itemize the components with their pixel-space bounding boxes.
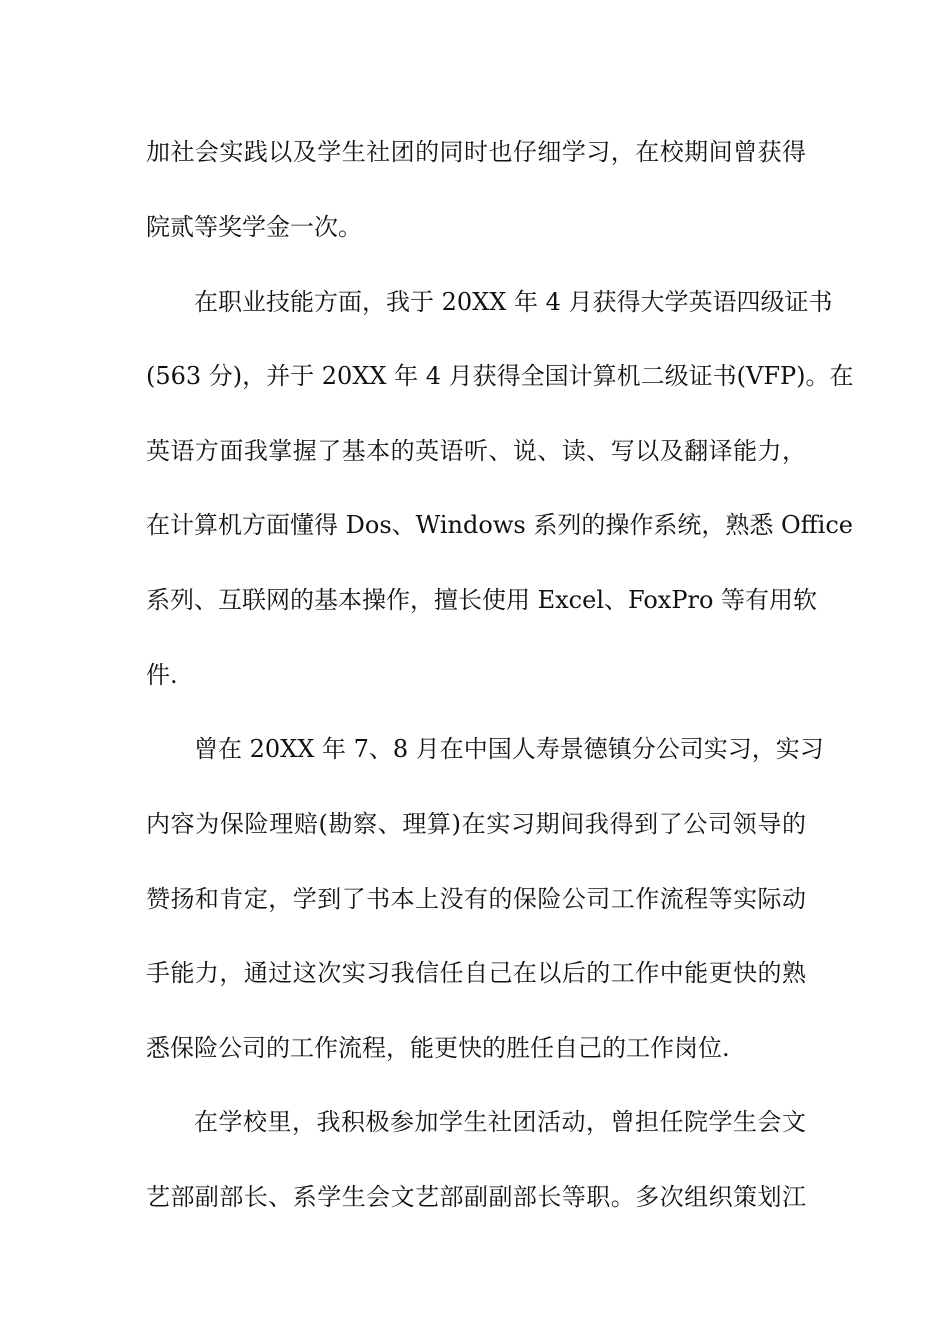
- paragraph-line: (563 分)，并于 20XX 年 4 月获得全国计算机二级证书(VFP)。在: [146, 362, 854, 390]
- paragraph-line: 在职业技能方面，我于 20XX 年 4 月获得大学英语四级证书: [194, 288, 833, 316]
- paragraph-line: 艺部副部长、系学生会文艺部副副部长等职。多次组织策划江: [146, 1183, 806, 1211]
- paragraph-line: 在学校里，我积极参加学生社团活动，曾担任院学生会文: [194, 1108, 806, 1136]
- paragraph-line: 内容为保险理赔(勘察、理算)在实习期间我得到了公司领导的: [146, 810, 806, 838]
- paragraph-line: 英语方面我掌握了基本的英语听、说、读、写以及翻译能力，: [146, 437, 806, 465]
- paragraph-line: 系列、互联网的基本操作，擅长使用 Excel、FoxPro 等有用软: [146, 586, 818, 614]
- paragraph-line: 院贰等奖学金一次。: [146, 213, 362, 241]
- paragraph-line: 赞扬和肯定，学到了书本上没有的保险公司工作流程等实际动: [146, 885, 806, 913]
- paragraph-line: 悉保险公司的工作流程，能更快的胜任自己的工作岗位.: [146, 1034, 730, 1062]
- paragraph-line: 曾在 20XX 年 7、8 月在中国人寿景德镇分公司实习，实习: [194, 735, 824, 763]
- paragraph-line: 件.: [146, 661, 178, 689]
- paragraph-line: 手能力，通过这次实习我信任自己在以后的工作中能更快的熟: [146, 959, 806, 987]
- paragraph-line: 加社会实践以及学生社团的同时也仔细学习，在校期间曾获得: [146, 138, 806, 166]
- paragraph-line: 在计算机方面懂得 Dos、Windows 系列的操作系统，熟悉 Office: [146, 511, 853, 539]
